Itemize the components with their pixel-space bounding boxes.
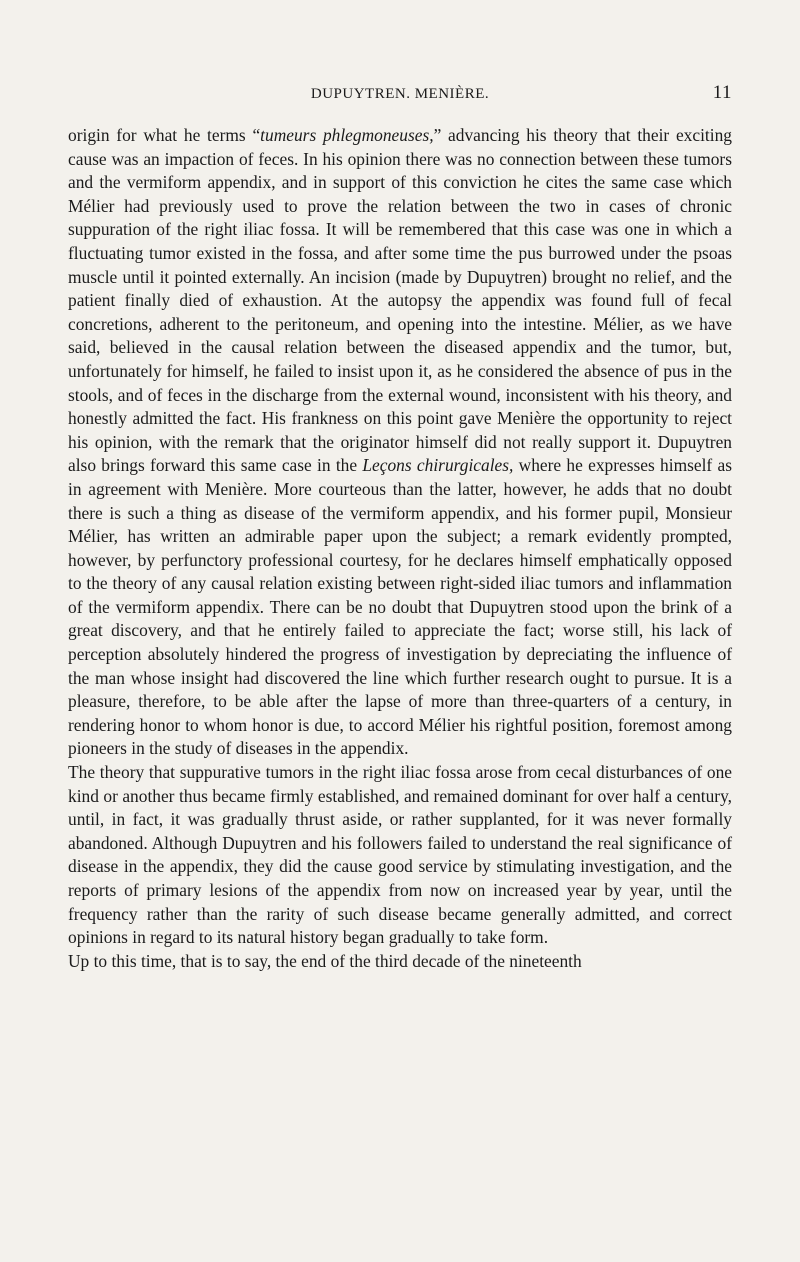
book-page: [68, 80, 732, 973]
italic-term: tumeurs phlegmoneuses,: [260, 125, 434, 145]
text-run: where he expresses himself as in agreement with Menière. More courteous than the latter, however, he adds that no doubt there is such a thing as disease of the vermiform appendix, and his former pupil, Monsieur Mélier, has written an admirable paper upon the subject; a remark evidently prompted, however, by perfunctory professional courtesy, for he declares himself emphatically opposed to the theory of any causal relation existing between right-sided iliac tumors and inflammation of the vermiform appendix. There can be no doubt that Dupuytren stood upon the brink of a great discovery, and that he entirely failed to appreciate the fact; worse still, his lack of perception absolutely hindered the progress of investigation by depreciating the influence of the man whose insight had discovered the line which further research ought to pursue. It is a pleasure, therefore, to be able after the lapse of more than three-quarters of a century, in rendering honor to whom honor is due, to accord Mélier his rightful position, foremost among pioneers in the study of diseases in the appendix.: [68, 455, 732, 759]
italic-book-title: Leçons chirurgicales,: [362, 455, 514, 476]
paragraph-3: Up to this time, that is to say, the end of the third decade of the nineteenth: [68, 950, 582, 971]
text-run: origin for what he terms “: [68, 125, 261, 145]
paragraph-2: The theory that suppurative tumors in the right iliac fossa arose from cecal disturbances of one kind or another thus became firmly established, and remained dominant for over half a century, until, in fact, it was gradually thrust aside, or rather supplanted, for it was never formally abandoned. Although Dupuytren and his followers failed to understand the real significance of disease in the appendix, they did the cause good service by stimulating investigation, and the reports of primary lesions of the appendix from now on increased year by year, until the frequency rather than the rarity of such disease became generally admitted, and correct opinions in regard to its natural history began gradually to take form.: [68, 762, 732, 948]
body-text: [68, 124, 732, 973]
page-number: 11: [712, 82, 732, 103]
running-title: DUPUYTREN. MENIÈRE.: [310, 86, 490, 102]
text-run: ” advancing his theory that their exciting cause was an impaction of feces. In his opinion there was no connection between these tumors and the vermiform appendix, and in support of this conviction he cites the same case which Mélier had previously used to prove the relation between the two in cases of chronic suppuration of the right iliac fossa. It will be remembered that this case was one in which a fluctuating tumor existed in the fossa, and after some time the pus burrowed under the psoas muscle until it pointed externally. An incision (made by Dupuytren) brought no relief, and the patient finally died of exhaustion. At the autopsy the appendix was found full of fecal concretions, adherent to the peritoneum, and opening into the intestine. Mélier, as we have said, believed in the causal relation between the diseased appendix and the tumor, but, unfortunately for himself, he failed to insist upon it, as he considered the absence of pus in the stools, and of feces in the discharge from the external wound, inconsistent with his theory, and honestly admitted the fact. His frankness on this point gave Menière the opportunity to reject his opinion, with the remark that the originator himself did not really support it. Dupuytren also brings forward this same case in the: [68, 125, 732, 476]
running-head: [68, 80, 732, 110]
paragraph-1: [68, 124, 732, 761]
